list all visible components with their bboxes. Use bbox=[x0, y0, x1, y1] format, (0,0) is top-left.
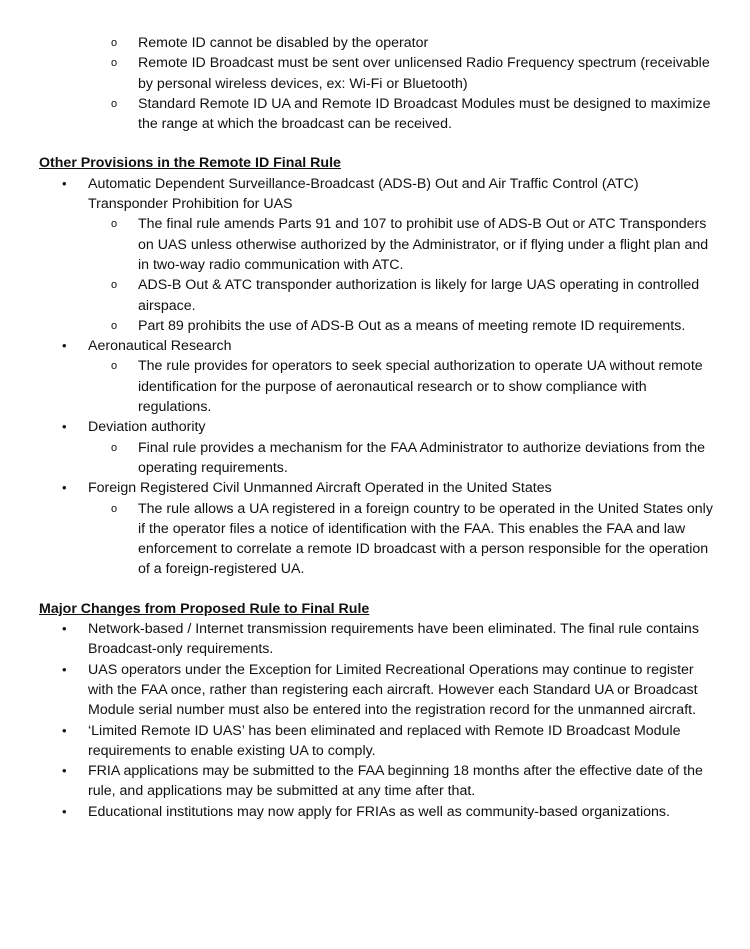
circle-bullet-icon: o bbox=[111, 279, 118, 292]
list-item: • Aeronautical Research bbox=[0, 336, 750, 356]
circle-bullet-icon: o bbox=[111, 441, 118, 454]
list-item: • Foreign Registered Civil Unmanned Aircraft Operated in the United States bbox=[0, 478, 750, 498]
bullet-icon: • bbox=[62, 338, 67, 354]
list-item: • Network-based / Internet transmission requirements have been eliminated. The final rule contains Broadcast-only requirements. bbox=[62, 621, 699, 658]
list-item: • Deviation authority bbox=[0, 417, 750, 437]
circle-bullet-icon: o bbox=[111, 218, 118, 231]
list-item: o Part 89 prohibits the use of ADS-B Out as a means of meeting remote ID requirements. bbox=[0, 316, 750, 336]
list-item: o Final rule provides a mechanism for the FAA Administrator to authorize deviations from the operating requirements. bbox=[111, 439, 705, 476]
circle-bullet-icon: o bbox=[111, 97, 118, 110]
bullet-icon: • bbox=[62, 803, 67, 819]
list-item: • ‘Limited Remote ID UAS’ has been eliminated and replaced with Remote ID Broadcast Module requirements to enable existing UA to comply. bbox=[62, 722, 681, 759]
section-heading-other-provisions: Other Provisions in the Remote ID Final Rule bbox=[39, 155, 341, 172]
list-item: o ADS-B Out & ATC transponder authorization is likely for large UAS operating in controlled airspace. bbox=[111, 277, 700, 314]
list-item: • Automatic Dependent Surveillance-Broadcast (ADS-B) Out and Air Traffic Control (ATC) Transponder Prohibition for UAS bbox=[62, 175, 639, 213]
list-item: • UAS operators under the Exception for Limited Recreational Operations may continue to register with the FAA once, rather than registering each aircraft. However each Standard UA or Broadcast Module serial number must also be entered into the registration record for the unmanned aircraft. bbox=[62, 661, 698, 719]
circle-bullet-icon: o bbox=[111, 319, 118, 332]
list-item: o Remote ID cannot be disabled by the operator bbox=[0, 33, 750, 53]
list-item: o Remote ID Broadcast must be sent over unlicensed Radio Frequency spectrum (receivable by personal wireless devices, ex: Wi-Fi or Bluetooth) bbox=[111, 55, 710, 92]
bullet-icon: • bbox=[62, 419, 67, 435]
circle-bullet-icon: o bbox=[111, 37, 118, 49]
list-item: • Educational institutions may now apply for FRIAs as well as community-based organizations. bbox=[0, 802, 750, 822]
bullet-icon: • bbox=[62, 175, 67, 191]
bullet-icon: • bbox=[62, 763, 67, 779]
list-item: • FRIA applications may be submitted to the FAA beginning 18 months after the effective date of the rule, and applications may be submitted at any time after that. bbox=[62, 763, 703, 800]
section-heading-major-changes: Major Changes from Proposed Rule to Final Rule bbox=[39, 600, 370, 617]
bullet-icon: • bbox=[62, 480, 67, 496]
bullet-icon: • bbox=[62, 661, 67, 677]
document-page bbox=[0, 33, 750, 822]
circle-bullet-icon: o bbox=[111, 360, 118, 373]
list-item: o The rule allows a UA registered in a foreign country to be operated in the United States only if the operator files a notice of identification with the FAA. This enables the FAA and law enforcement to correlate a remote ID broadcast with a person responsible for the operation of a foreign-registered UA. bbox=[111, 500, 713, 578]
bullet-icon: • bbox=[62, 621, 67, 637]
list-item: o Standard Remote ID UA and Remote ID Broadcast Modules must be designed to maximize the range at which the broadcast can be received. bbox=[111, 95, 711, 133]
list-item: o The final rule amends Parts 91 and 107 to prohibit use of ADS-B Out or ATC Transponders on UAS unless otherwise authorized by the Administrator, or if flying under a flight plan and in two-way radio communication with ATC. bbox=[111, 216, 709, 273]
bullet-icon: • bbox=[62, 722, 67, 738]
list-item: o The rule provides for operators to seek special authorization to operate UA without remote identification for the purpose of aeronautical research or to show compliance with regulations. bbox=[111, 358, 703, 416]
circle-bullet-icon: o bbox=[111, 57, 118, 70]
circle-bullet-icon: o bbox=[111, 502, 118, 515]
